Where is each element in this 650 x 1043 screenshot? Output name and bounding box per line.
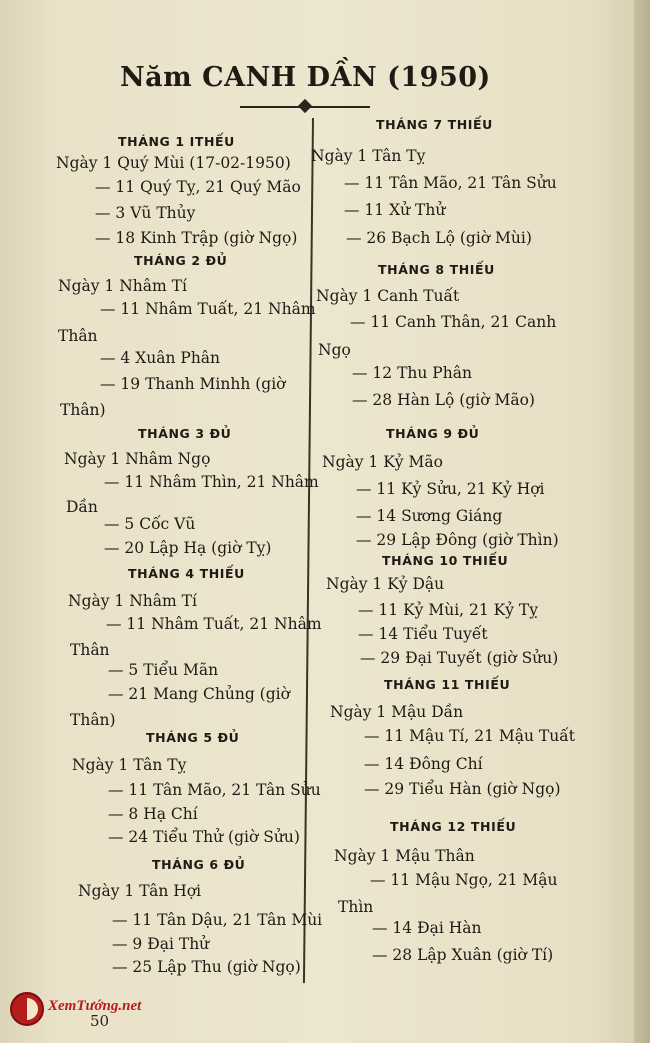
calendar-line: — 11 Mậu Tí, 21 Mậu Tuất	[364, 727, 575, 745]
calendar-line: — 19 Thanh Minhh (giờ	[100, 375, 286, 393]
month-heading: THÁNG 12 THIẾU	[390, 819, 517, 834]
month-heading: THÁNG 6 ĐỦ	[152, 857, 246, 872]
calendar-line: — 3 Vũ Thủy	[95, 204, 196, 222]
calendar-line: Ngày 1 Nhâm Tí	[68, 592, 197, 610]
calendar-line: — 21 Mang Chủng (giờ	[108, 685, 290, 703]
month-heading: THÁNG 3 ĐỦ	[138, 426, 232, 441]
yin-yang-icon	[10, 992, 44, 1026]
calendar-line: — 11 Tân Mão, 21 Tân Sửu	[108, 781, 321, 799]
calendar-line: Ngày 1 Nhâm Tí	[58, 277, 187, 295]
calendar-line: Thân)	[70, 711, 116, 729]
calendar-line: — 26 Bạch Lộ (giờ Mùi)	[346, 229, 532, 247]
calendar-line: — 5 Tiểu Mãn	[108, 661, 219, 679]
calendar-line: — 11 Kỷ Mùi, 21 Kỷ Tỵ	[358, 601, 539, 619]
calendar-line: — 11 Kỷ Sửu, 21 Kỷ Hợi	[356, 480, 545, 498]
calendar-line: — 11 Tân Dậu, 21 Tân Mùi	[112, 911, 323, 929]
calendar-line: Ngày 1 Mậu Thân	[334, 847, 475, 865]
calendar-line: — 5 Cốc Vũ	[104, 515, 196, 533]
calendar-line: — 14 Đại Hàn	[372, 919, 482, 937]
page-title: Năm CANH DẦN (1950)	[120, 62, 491, 93]
month-heading: THÁNG 8 THIẾU	[378, 262, 495, 277]
calendar-line: — 11 Nhâm Tuất, 21 Nhâm	[100, 300, 316, 318]
calendar-line: — 11 Xử Thử	[344, 201, 446, 219]
month-heading: THÁNG 10 THIẾU	[382, 553, 509, 568]
calendar-line: Ngày 1 Tân Tỵ	[72, 756, 187, 774]
calendar-line: Thân)	[60, 401, 106, 419]
month-heading: THÁNG 9 ĐỦ	[386, 426, 480, 441]
calendar-line: — 9 Đại Thử	[112, 935, 210, 953]
calendar-line: Ngọ	[318, 341, 351, 359]
month-heading: THÁNG 11 THIẾU	[384, 677, 511, 692]
calendar-line: — 12 Thu Phân	[352, 364, 472, 382]
calendar-line: — 28 Lập Xuân (giờ Tí)	[372, 946, 554, 964]
calendar-line: — 29 Tiểu Hàn (giờ Ngọ)	[364, 780, 561, 798]
calendar-line: — 14 Sương Giáng	[356, 507, 503, 525]
calendar-line: — 11 Canh Thân, 21 Canh	[350, 313, 557, 331]
calendar-line: — 24 Tiểu Thử (giờ Sửu)	[108, 828, 300, 846]
month-heading: THÁNG 7 THIẾU	[376, 117, 493, 132]
calendar-line: — 4 Xuân Phân	[100, 349, 221, 367]
calendar-line: — 11 Nhâm Thìn, 21 Nhâm	[104, 473, 319, 491]
calendar-line: — 29 Đại Tuyết (giờ Sửu)	[360, 649, 559, 667]
calendar-line: Dần	[66, 498, 98, 516]
calendar-line: — 11 Nhâm Tuất, 21 Nhâm	[106, 615, 322, 633]
calendar-line: — 18 Kinh Trập (giờ Ngọ)	[95, 229, 298, 247]
month-heading: THÁNG 5 ĐỦ	[146, 730, 240, 745]
calendar-line: Thân	[70, 641, 110, 659]
calendar-line: — 11 Mậu Ngọ, 21 Mậu	[370, 871, 558, 889]
calendar-line: Thân	[58, 327, 98, 345]
calendar-line: Ngày 1 Mậu Dần	[330, 703, 464, 721]
calendar-line: — 14 Đông Chí	[364, 755, 483, 773]
month-heading: THÁNG 1 ITHẾU	[118, 134, 235, 149]
month-heading: THÁNG 2 ĐỦ	[134, 253, 228, 268]
logo-text: XemTướng.net	[48, 998, 142, 1014]
calendar-line: — 14 Tiểu Tuyết	[358, 625, 488, 643]
calendar-line: — 11 Tân Mão, 21 Tân Sửu	[344, 174, 557, 192]
calendar-line: Ngày 1 Tân Tỵ	[311, 147, 426, 165]
calendar-line: — 25 Lập Thu (giờ Ngọ)	[112, 958, 301, 976]
calendar-line: — 28 Hàn Lộ (giờ Mão)	[352, 391, 535, 409]
calendar-line: — 20 Lập Hạ (giờ Tỵ)	[104, 539, 272, 557]
month-heading: THÁNG 4 THIẾU	[128, 566, 245, 581]
calendar-line: Ngày 1 Tân Hợi	[78, 882, 202, 900]
calendar-line: Ngày 1 Nhâm Ngọ	[64, 450, 211, 468]
calendar-line: — 29 Lập Đông (giờ Thìn)	[356, 531, 559, 549]
calendar-line: Ngày 1 Kỷ Mão	[322, 453, 443, 471]
page-number: 50	[90, 1012, 110, 1030]
calendar-line: — 8 Hạ Chí	[108, 805, 198, 823]
calendar-line: Thìn	[338, 898, 374, 916]
calendar-line: Ngày 1 Canh Tuất	[316, 287, 460, 305]
calendar-line: — 11 Quý Tỵ, 21 Quý Mão	[95, 178, 301, 196]
calendar-line: Ngày 1 Quý Mùi (17-02-1950)	[56, 154, 291, 172]
calendar-line: Ngày 1 Kỷ Dậu	[326, 575, 445, 593]
